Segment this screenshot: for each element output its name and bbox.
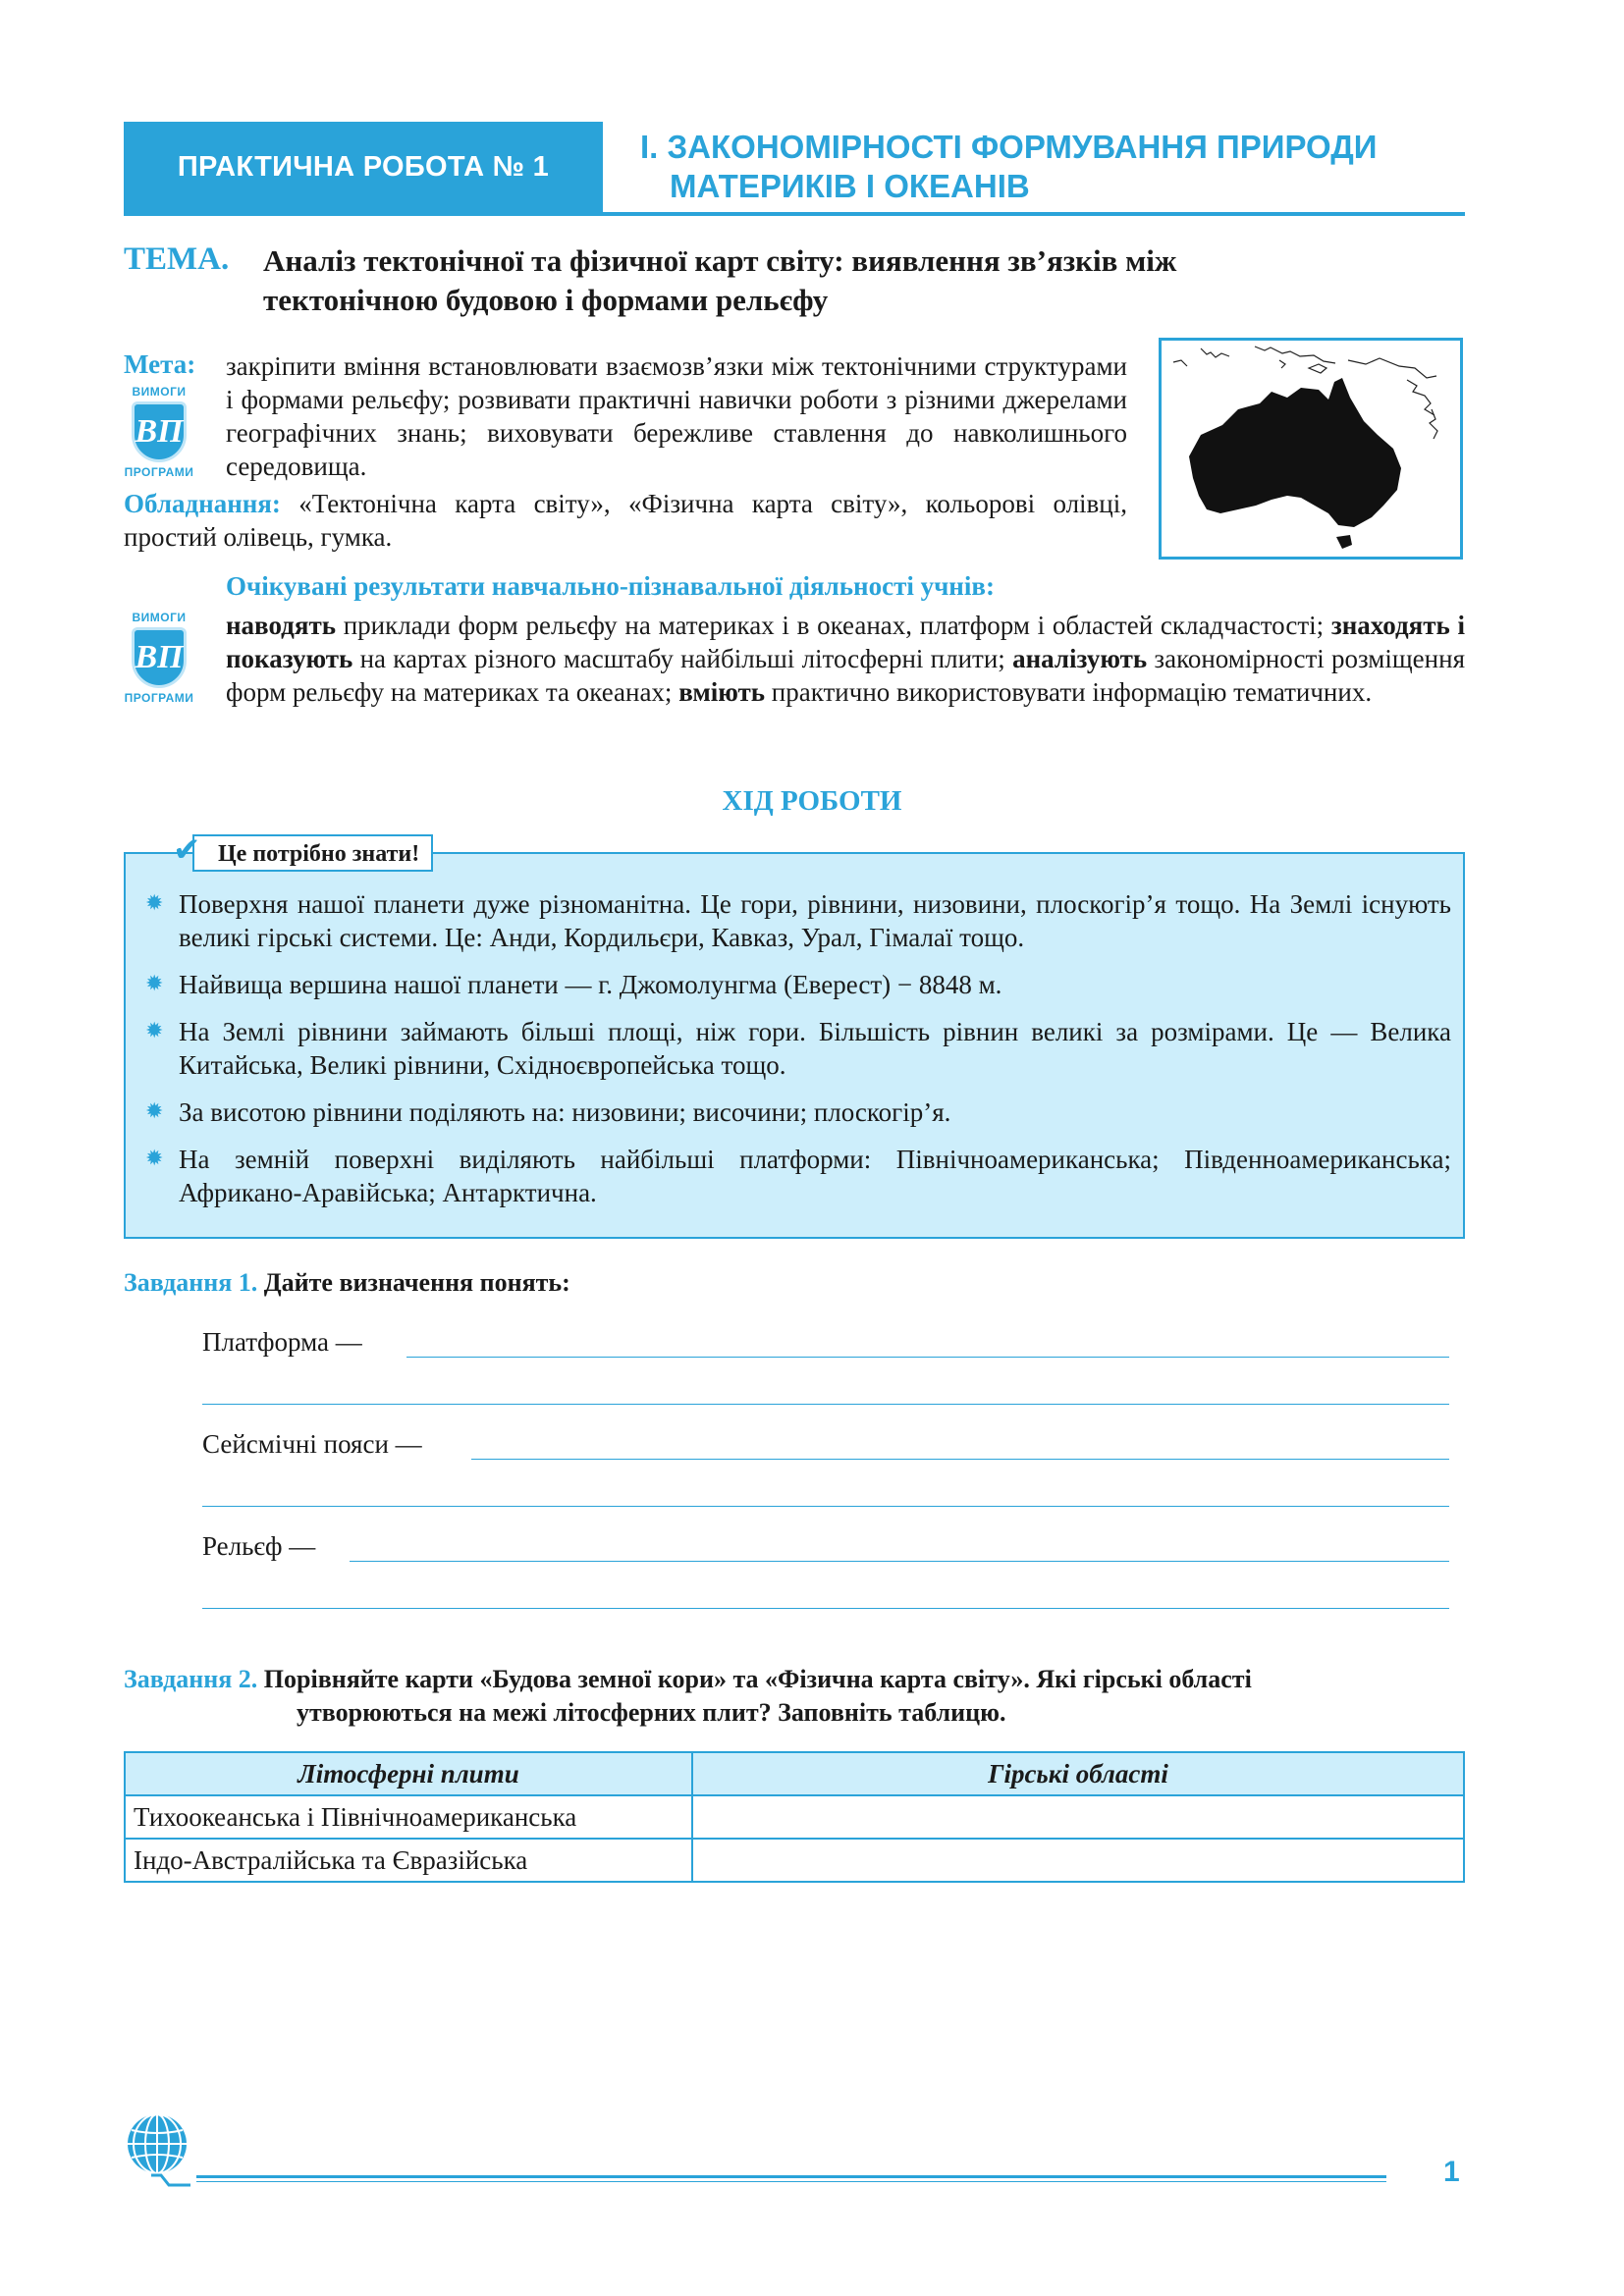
- task2-text-line2: утворюються на межі літосферних плит? Заповніть таблицю.: [297, 1698, 1006, 1727]
- list-item: [145, 1015, 1451, 1082]
- list-item: [145, 1143, 1451, 1209]
- topic-text: Аналіз тектонічної та фізичної карт світу: виявлення зв’язків між тектонічною будовою і формами рельєфу: [263, 243, 1177, 317]
- table-cell-answer[interactable]: [692, 1795, 1464, 1839]
- list-item-text: За висотою рівнини поділяють на: низовини; височини; плоскогір’я.: [179, 1097, 951, 1127]
- expected-part-3: закономірності розміщення форм рельєфу на материках та океанах;: [226, 644, 1465, 707]
- list-item-text: На земній поверхні виділяють найбільші платформи: Північноамериканська; Південноамериканська; Африкано-Аравійська; Антарктична.: [179, 1145, 1451, 1207]
- term-platform: Платформа —: [202, 1327, 362, 1357]
- task1-label: Завдання 1.: [124, 1268, 258, 1297]
- program-badge-icon-2: [122, 611, 196, 717]
- term-relief: Рельєф —: [202, 1531, 316, 1561]
- term-seismic: Сейсмічні пояси —: [202, 1429, 422, 1459]
- footer-rule-thin: [196, 2181, 1386, 2182]
- table-row: [125, 1795, 1464, 1839]
- list-item-text: Найвища вершина нашої планети — г. Джомолунгма (Еверест) − 8848 м.: [179, 970, 1002, 999]
- task2-heading: [124, 1663, 1465, 1730]
- topic-label: ТЕМА.: [124, 241, 230, 277]
- answer-line-seismic-1[interactable]: [471, 1459, 1449, 1460]
- expected-results-label: Очікувані результати навчально-пізнавальної діяльності учнів:: [226, 571, 995, 601]
- answer-line-platform-1[interactable]: [406, 1357, 1449, 1358]
- badge-mark: ВП: [132, 401, 187, 462]
- table-cell: Тихоокеанська і Північноамериканська: [125, 1795, 692, 1839]
- australia-map-graphic: [1162, 341, 1460, 557]
- section-title: [640, 128, 1465, 206]
- bullet-star-icon: ✹: [145, 1147, 164, 1171]
- expected-part-1: приклади форм рельєфу на материках і в океанах, платформ і областей складчастості;: [335, 611, 1331, 640]
- australia-map: [1159, 338, 1463, 560]
- table-cell: Індо-Австралійська та Євразійська: [125, 1839, 692, 1882]
- equipment-label: Обладнання:: [124, 489, 281, 518]
- list-item: [145, 968, 1451, 1001]
- equipment-text: «Тектонічна карта світу», «Фізична карта світу», кольорові олівці, простий олівець, гумка.: [124, 489, 1128, 552]
- bullet-star-icon: ✹: [145, 1099, 164, 1124]
- task1-text: Дайте визначення понять:: [263, 1268, 570, 1297]
- practical-work-label: ПРАКТИЧНА РОБОТА № 1: [124, 122, 603, 212]
- header-rule: [124, 212, 1465, 216]
- badge-top-text-2: ВИМОГИ: [132, 611, 187, 624]
- program-badge-icon: [122, 385, 196, 491]
- table-header: Літосферні плити: [125, 1752, 692, 1795]
- expected-verb-2: знаходять і показують: [226, 611, 1465, 673]
- badge-bottom-text: ПРОГРАМИ: [124, 465, 194, 479]
- expected-verb-4: вміють: [678, 677, 766, 707]
- expected-verb-1: наводять: [226, 611, 336, 640]
- page-number: 1: [1443, 2156, 1460, 2188]
- expected-results-text: [226, 609, 1465, 709]
- plates-table: [124, 1751, 1465, 1883]
- footer-rule: [196, 2175, 1386, 2178]
- task1-heading: [124, 1268, 570, 1298]
- task2-text-line1: Порівняйте карти «Будова земної кори» та «Фізична карта світу». Які гірські області: [263, 1665, 1252, 1693]
- answer-line-platform-2[interactable]: [202, 1404, 1449, 1405]
- list-item-text: Поверхня нашої планети дуже різноманітна. Це гори, рівнини, низовини, плоскогір’я тощо. На Землі існують великі гірські системи. Це: Анди, Кордильєри, Кавказ, Урал, Гімалаї тощо.: [179, 889, 1451, 952]
- badge-bottom-text-2: ПРОГРАМИ: [124, 691, 194, 705]
- goal-label: Мета:: [124, 349, 196, 379]
- answer-line-seismic-2[interactable]: [202, 1506, 1449, 1507]
- equipment: [124, 487, 1127, 554]
- check-icon: ✔: [173, 830, 201, 870]
- list-item: [145, 1095, 1451, 1129]
- task2-label: Завдання 2.: [124, 1665, 258, 1693]
- bullet-star-icon: ✹: [145, 891, 164, 916]
- bullet-star-icon: ✹: [145, 972, 164, 996]
- expected-part-2: на картах різного масштабу найбільші літосферні плити;: [352, 644, 1013, 673]
- answer-line-relief-2[interactable]: [202, 1608, 1449, 1609]
- bullet-star-icon: ✹: [145, 1019, 164, 1043]
- table-header-row: [125, 1752, 1464, 1795]
- answer-line-relief-1[interactable]: [350, 1561, 1449, 1562]
- progress-heading: ХІД РОБОТИ: [722, 785, 902, 817]
- badge-mark-2: ВП: [132, 627, 187, 688]
- section-title-line2: МАТЕРИКІВ І ОКЕАНІВ: [670, 168, 1030, 204]
- table-row: [125, 1839, 1464, 1882]
- goal-text: закріпити вміння встановлювати взаємозв’язки між тектонічними структурами і формами рельєфу; розвивати практичні навички роботи з різними джерелами географічних знань; виховувати бережливе ставлення до навколишнього середовища.: [226, 351, 1127, 481]
- know-list: [145, 887, 1451, 1223]
- know-tab: Це потрібно знати!: [192, 834, 433, 872]
- table-header: Гірські області: [692, 1752, 1464, 1795]
- expected-part-4: практично використовувати інформацію тематичних.: [765, 677, 1373, 707]
- badge-top-text: ВИМОГИ: [132, 385, 187, 399]
- table-cell-answer[interactable]: [692, 1839, 1464, 1882]
- expected-verb-3: аналізують: [1012, 644, 1148, 673]
- globe-icon: [122, 2110, 196, 2189]
- section-title-line1: І. ЗАКОНОМІРНОСТІ ФОРМУВАННЯ ПРИРОДИ: [640, 129, 1378, 165]
- list-item-text: На Землі рівнини займають більші площі, ніж гори. Більшість рівнин великі за розмірами. Це — Велика Китайська, Великі рівнини, Східноєвропейська тощо.: [179, 1017, 1451, 1080]
- list-item: [145, 887, 1451, 954]
